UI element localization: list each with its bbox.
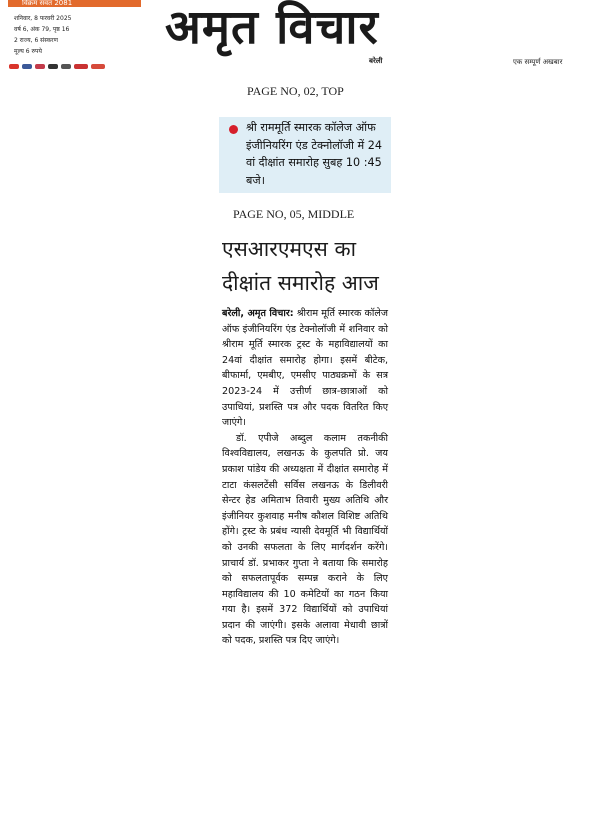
article-headline: एसआरएमएस का दीक्षांत समारोह आज	[222, 237, 379, 295]
page-ref-top: PAGE NO, 02, TOP	[247, 84, 344, 98]
edition-city: बरेली	[369, 57, 383, 65]
page-ref-middle: PAGE NO, 05, MIDDLE	[233, 207, 355, 221]
samvat-bar: विक्रम संवत 2081	[8, 0, 141, 7]
bullet-icon	[229, 125, 238, 134]
social-icon	[9, 64, 19, 69]
social-icon	[74, 64, 88, 69]
edition-info: 2 राज्य, 6 संस्करण	[14, 37, 58, 44]
social-icon	[35, 64, 45, 69]
dateline: बरेली, अमृत विचार:	[222, 308, 294, 319]
article-body	[222, 306, 388, 649]
newspaper-masthead	[0, 0, 600, 74]
social-icon	[61, 64, 71, 69]
issue-date: शनिवार, 8 फरवरी 2025	[14, 15, 72, 22]
paragraph-1-text: श्रीराम मूर्ति स्मारक कॉलेज ऑफ इंजीनियरिंग एंड टेक्नोलॉजी में शनिवार को श्रीराम मूर्ति स्मारक ट्रस्ट के महाविद्यालयों का 24वां दीक्षांत समारोह होगा। इसमें बीटेक, बीफार्मा, एमबीए, एमसीए पाठ्यक्रमों के सत्र 2023-24 में उत्तीर्ण छात्र-छात्राओं को उपाधियां, प्रशस्ति पत्र और पदक वितरित किए जाएंगे।	[222, 308, 388, 429]
issue-number: वर्ष 6, अंक 79, पृष्ठ 16	[14, 26, 70, 33]
social-icon	[91, 64, 105, 69]
article-paragraph: डॉ. एपीजे अब्दुल कलाम तकनीकी विश्वविद्यालय, लखनऊ के कुलपति प्रो. जय प्रकाश पांडेय की अध्यक्षता में दीक्षांत समारोह में टाटा कंसलटेंसी सर्विस लखनऊ के डिलीवरी सेन्टर हेड अमिताभ तिवारी मुख्य अतिथि और इंजीनियर कुशवाह मनीष कौशल विशिष्ट अतिथि होंगे। ट्रस्ट के प्रबंध न्यासी देवमूर्ति भी विद्यार्थियों को उनकी सफलता के लिए मार्गदर्शन करेंगे। प्राचार्य डॉ. प्रभाकर गुप्ता ने बताया कि समारोह को सफलतापूर्वक सम्पन्न कराने के लिए महाविद्यालय की 10 कमेटियों का गठन किया गया है। इसमें 372 विद्यार्थियों को उपाधियां प्रदान की जाएंगी। इसके अलावा मेधावी छात्रों को पदक, प्रशस्ति पत्र दिए जाएंगे।	[222, 432, 388, 647]
newspaper-logo: अमृत विचार	[165, 0, 379, 55]
price: मूल्य 6 रुपये	[14, 48, 42, 55]
newspaper-tagline: एक सम्पूर्ण अखबार	[513, 58, 563, 66]
article-paragraph	[222, 306, 388, 431]
teaser-text: श्री राममूर्ति स्मारक कॉलेज ऑफ इंजीनियरिंग एंड टेक्नोलॉजी में 24 वां दीक्षांत समारोह सुबह 10 :45 बजे।	[246, 121, 382, 187]
social-icon	[48, 64, 58, 69]
social-icon	[22, 64, 32, 69]
social-icons	[9, 64, 105, 69]
teaser-box	[219, 117, 391, 193]
